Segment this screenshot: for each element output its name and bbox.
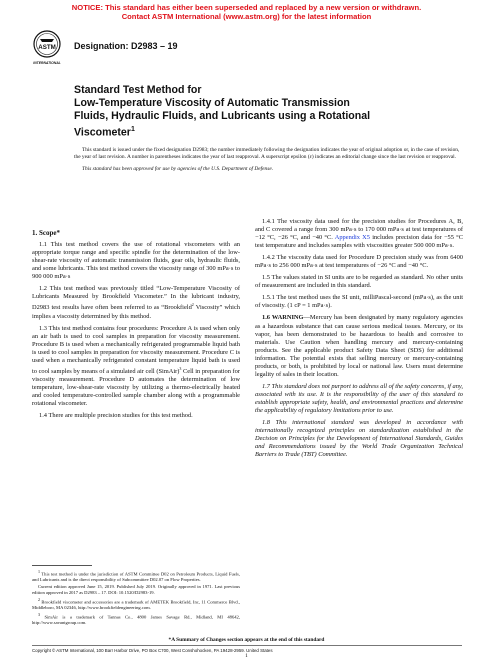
designation: Designation: D2983 – 19 xyxy=(74,41,178,51)
copyright-line: Copyright © ASTM International, 100 Barr Harbor Drive, PO Box C700, West Conshohocken, PA 19428-2959. United States xyxy=(32,645,462,653)
title-line-2: Low-Temperature Viscosity of Automatic Transmission xyxy=(74,97,350,109)
warning-text: —Mercury has been designated by many regulatory agencies as a hazardous substance that can cause serious medical issues. Mercury, or its vapor, has been demonstrated to be hazardous to health and corrosive to materials. Use Caution when handling mercury and mercury-containing products. See the applicable product Safety Data Sheet (SDS) for additional information. The potential exists that selling mercury or mercury-containing products, or both, is prohibited by local or national law. Users must determine legality of sales in their location. xyxy=(255,314,463,378)
para-1-4-2: 1.4.2 The viscosity data used for Procedure D precision study was from 6400 mPa·s to 256 000 mPa·s at test temperatures of −26 °C and −40 °C. xyxy=(255,254,463,270)
footnote-ref-2: 2 xyxy=(191,302,194,308)
footnote-divider xyxy=(32,565,92,566)
para-1-6 xyxy=(255,314,463,378)
para-1-1: 1.1 This test method covers the use of rotational viscometers with an appropriate torque range and specific spindle for the determination of the low-shear-rate viscosity of automatic transmission fluids, gear oils, hydraulic fluids, and some lubricants. This test method covers the viscosity range of 300 mPa·s to 900 000 mPa·s xyxy=(32,241,240,281)
right-column xyxy=(255,218,463,463)
para-1-3 xyxy=(32,325,240,409)
footnote-3-text: SimAir is a trademark of Tannas Co., 4800 James Savage Rd., Midland, MI 48642, http://www.savantgroup.com. xyxy=(32,614,240,626)
svg-text:ASTM: ASTM xyxy=(38,44,56,51)
para-1-4-1-end: includes precision data for −55 °C test temperature and includes samples with viscosities greater 500 000 mPa·s. xyxy=(255,234,463,250)
footnote-1 xyxy=(32,569,240,583)
footnote-1-edition: Current edition approved June 15, 2019. Published July 2019. Originally approved in 1971. Last previous edition approved in 2017 as D2983 – 17. DOI: 10.1520/D2983-19. xyxy=(32,584,240,595)
left-column xyxy=(32,229,240,424)
footnote-2-mark: 2 xyxy=(38,596,40,602)
para-1-4-1 xyxy=(255,218,463,250)
para-1-5: 1.5 The values stated in SI units are to be regarded as standard. No other units of measurement are included in this standard. xyxy=(255,274,463,290)
footnote-2-text: Brookfield viscometer and accessories are a trademark of AMETEK Brookfield, Inc, 11 Commerce Blvd., Middleboro, MA 02346, http://www.brookfieldengineering.com. xyxy=(32,599,240,611)
para-1-4: 1.4 There are multiple precision studies for this test method. xyxy=(39,412,193,420)
intro-notes xyxy=(74,147,464,178)
dod-approval-note: This standard has been approved for use by agencies of the U.S. Department of Defense. xyxy=(82,166,274,172)
para-1-7: 1.7 This standard does not purport to address all of the safety concerns, if any, associated with its use. It is the responsibility of the user of this standard to establish appropriate safety, health, and environmental practices and determine the applicability of regulatory limitations prior to use. xyxy=(255,382,464,414)
title-line-4-text: Viscometer xyxy=(74,126,131,139)
title-line-4 xyxy=(74,123,474,140)
scope-heading: 1. Scope* xyxy=(32,229,60,237)
footnote-3 xyxy=(32,612,240,626)
document-title xyxy=(74,84,474,140)
para-1-5-1: 1.5.1 The test method uses the SI unit, milliPascal-second (mPa·s), as the unit of viscosity. (1 cP = 1 mPa·s). xyxy=(255,294,463,310)
footnote-ref-3: 3 xyxy=(179,365,182,371)
astm-logo-icon xyxy=(33,30,61,70)
footnotes xyxy=(32,569,240,627)
page-number: 1 xyxy=(245,653,248,659)
appendix-x5-link[interactable]: Appendix X5 xyxy=(334,234,370,242)
notice-banner xyxy=(0,3,493,21)
para-1-4-1-text: 1.4.1 The viscosity data used for the precision studies for Procedures A, B, and C covered a range from 300 mPa·s to 170 000 mPa·s at test temperatures of −12 °C, −26 °C, and −40 °C. xyxy=(255,218,463,242)
para-1-8: 1.8 This international standard was developed in accordance with internationally recognized principles on standardization established in the Decision on Principles for the Development of International Standards, Guides and Recommendations issued by the World Trade Organization Technical Barriers to Trade (TBT) Committee. xyxy=(255,419,463,459)
para-1-3-end: Cell in preparation for viscosity measurement. Procedure D automates the determination of low temperature, low-shear-rate viscosity by utilizing a thermo-electrically heated and cooled temperature-controlled sample chamber along with a programmable rotational viscometer. xyxy=(32,367,241,408)
notice-line-2[interactable]: Contact ASTM International (www.astm.org) for the latest information xyxy=(121,12,372,21)
para-1-2-text: 1.2 This test method was previously titled “Low-Temperature Viscosity of Lubricants Measured by Brookfield Viscometer.” In the lubricant industry, D2983 test results have often been referred to as “Brookfield xyxy=(32,285,240,312)
footnote-1-text: This test method is under the jurisdiction of ASTM Committee D02 on Petroleum Products, Liquid Fuels, and Lubricants and is the direct responsibility of Subcommittee D02.07 on Flow Properties. xyxy=(32,571,240,583)
para-1-3-text: 1.3 This test method contains four procedures: Procedure A is used when only an air bath is used to cool samples in preparation for viscosity measurement. Procedure B is used when a mechanically refrigerated programmable liquid bath is used to cool samples in preparation for viscosity measurement. Procedure C is used when a mechanically refrigerated constant temperature liquid bath is used to cool samples by means of a simulated air cell (SimAir) xyxy=(32,324,240,375)
title-line-3: Fluids, Hydraulic Fluids, and Lubricants using a Rotational xyxy=(74,110,371,122)
title-footnote-mark: 1 xyxy=(130,126,135,133)
summary-of-changes-note: *A Summary of Changes section appears at the end of this standard xyxy=(168,637,325,643)
title-line-1: Standard Test Method for xyxy=(74,84,202,96)
footnote-3-mark: 3 xyxy=(38,611,40,617)
svg-text:INTERNATIONAL: INTERNATIONAL xyxy=(33,61,61,65)
issued-note: This standard is issued under the fixed designation D2983; the number immediately following the designation indicates the year of original adoption or, in the case of revision, the year of last revision. A number in parentheses indicates the year of last reapproval. A superscript epsilon (ε) indicates an editorial change since the last revision or reapproval. xyxy=(74,147,460,160)
para-1-2 xyxy=(32,285,240,320)
warning-label: 1.6 WARNING xyxy=(262,314,304,322)
notice-line-1: NOTICE: This standard has either been superseded and replaced by a new version or withdrawn. xyxy=(71,3,422,12)
para-1-2-end: Viscosity” which implies a viscosity determined by this method. xyxy=(32,304,240,320)
footnote-2 xyxy=(32,597,240,611)
footnote-1-mark: 1 xyxy=(38,569,40,574)
